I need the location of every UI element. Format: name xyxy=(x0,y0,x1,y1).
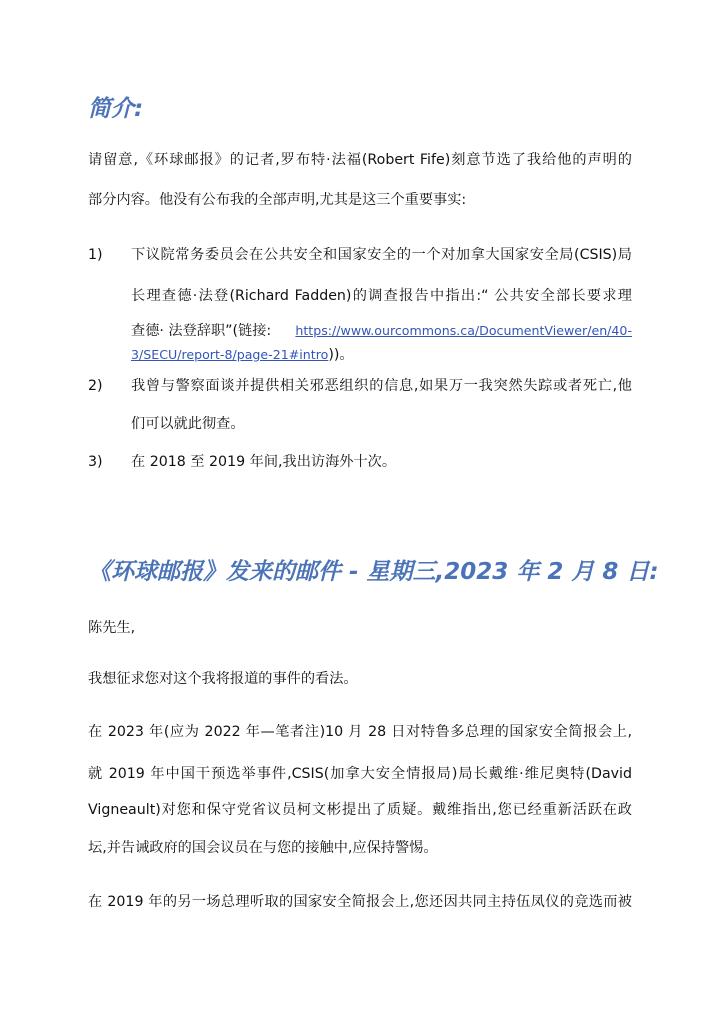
email-paragraph-2-line-4: 坛,并告诫政府的国会议员在与您的接触中,应保持警惕。 xyxy=(88,840,438,856)
list-item-1-line-3 xyxy=(131,321,632,341)
list-item-number: 2) xyxy=(88,378,103,394)
list-item-2-line-1: 我曾与警察面谈并提供相关邪恶组织的信息,如果万一我突然失踪或者死亡,他 xyxy=(131,378,632,394)
email-heading: 《环球邮报》发来的邮件 - 星期三,2023 年 2 月 8 日: xyxy=(88,559,659,585)
list-item-3-line-1: 在 2018 至 2019 年间,我出访海外十次。 xyxy=(131,454,397,470)
list-item-number: 1) xyxy=(88,247,103,263)
email-paragraph-2-line-3: Vigneault)对您和保守党省议员柯文彬提出了质疑。戴维指出,您已经重新活跃在政 xyxy=(88,802,632,818)
email-paragraph-3-line-1: 在 2019 年的另一场总理听取的国家安全简报会上,您还因共同主持伍凤仪的竞选而被 xyxy=(88,894,632,910)
list-item-1-line-4 xyxy=(131,345,354,365)
list-item-2-line-2: 们可以就此彻查。 xyxy=(131,416,245,432)
email-paragraph-1: 我想征求您对这个我将报道的事件的看法。 xyxy=(88,671,358,687)
intro-heading: 简介: xyxy=(88,96,144,122)
list-item-1-line-3-text: 查德· 法登辞职”(链接: xyxy=(131,323,272,339)
list-item-1-line-4-tail: ))。 xyxy=(328,347,354,363)
list-item-1-line-2: 长理查德·法登(Richard Fadden)的调查报告中指出:“ 公共安全部长要求理 xyxy=(131,288,632,304)
list-item-number: 3) xyxy=(88,454,103,470)
email-greeting: 陈先生, xyxy=(88,620,136,636)
report-link-part-2[interactable]: 3/SECU/report-8/page-21#intro xyxy=(131,347,329,362)
list-item-1-line-1: 下议院常务委员会在公共安全和国家安全的一个对加拿大国家安全局(CSIS)局 xyxy=(131,247,632,263)
intro-paragraph-line-2: 部分内容。他没有公布我的全部声明,尤其是这三个重要事实: xyxy=(88,192,467,208)
intro-paragraph-line-1: 请留意,《环球邮报》的记者,罗布特·法福(Robert Fife)刻意节选了我给他的声明的 xyxy=(88,152,632,168)
report-link-part-1[interactable]: https://www.ourcommons.ca/DocumentViewer/en/40- xyxy=(295,323,632,338)
email-paragraph-2-line-1: 在 2023 年(应为 2022 年—笔者注)10 月 28 日对特鲁多总理的国家安全简报会上, xyxy=(88,724,632,740)
email-paragraph-2-line-2: 就 2019 年中国干预选举事件,CSIS(加拿大安全情报局)局长戴维·维尼奥特(David xyxy=(88,766,632,782)
